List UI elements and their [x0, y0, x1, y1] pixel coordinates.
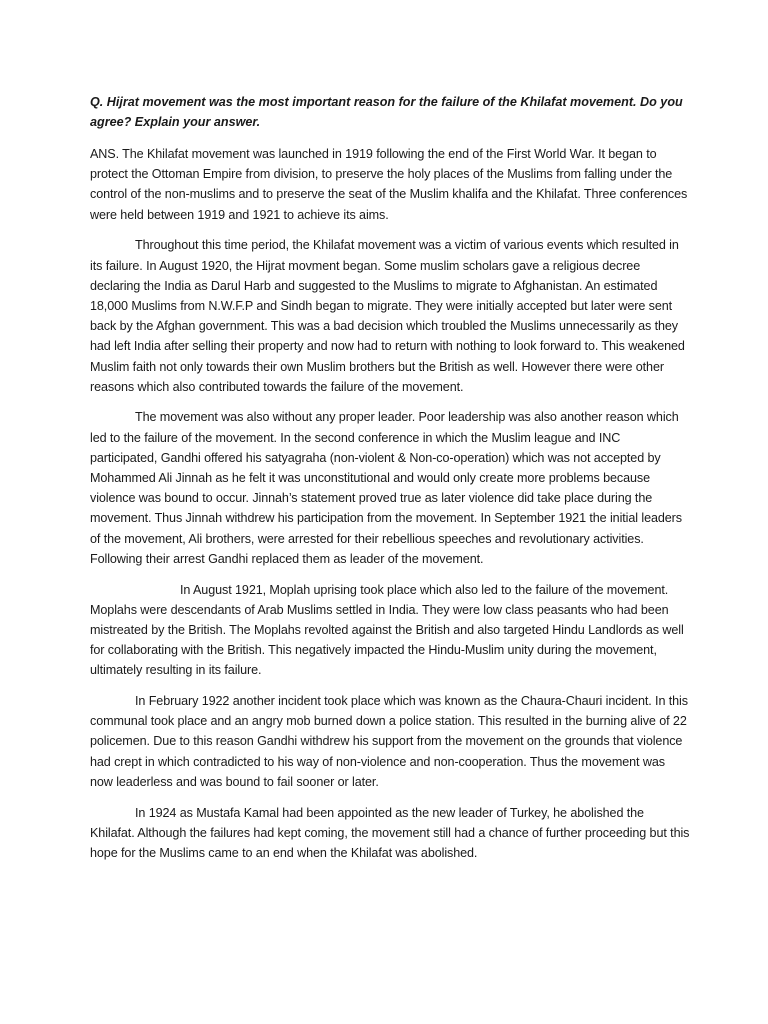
abolition-paragraph: In 1924 as Mustafa Kamal had been appointed as the new leader of Turkey, he abolished the Khilafat. Although the failures had kept coming, the movement still had a chance of further proceeding but this hope for the Muslims came to an end when the Khilafat was abolished.	[90, 805, 690, 860]
answer-intro-paragraph: ANS. The Khilafat movement was launched in 1919 following the end of the First World War. It began to protect the Ottoman Empire from division, to preserve the holy places of the Muslims from falling under the control of the non-muslims and to preserve the seat of the Muslim khalifa and the Khilafat. Three conferences were held between 1919 and 1921 to achieve its aims.	[90, 147, 688, 222]
leadership-paragraph: The movement was also without any proper leader. Poor leadership was also another reason which led to the failure of the movement. In the second conference in which the Muslim league and INC participated, Gandhi offered his satyagraha (non-violent & Non-co-operation) which was not accepted by Mohammed Ali Jinnah as he felt it was unconstitutional and would only create more problems because violence was bound to occur. Jinnah’s statement proved true as later violence did take place during the movement. Thus Jinnah withdrew his participation from the movement. In September 1921 the initial leaders of the movement, Ali brothers, were arrested for their rebellious speeches and revolutionary activities. Following their arrest Gandhi replaced them as leader of the movement.	[90, 410, 682, 566]
chaura-chauri-paragraph: In February 1922 another incident took place which was known as the Chaura-Chauri incident. In this communal took place and an angry mob burned down a police station. This resulted in the burning alive of 22 policemen. Due to this reason Gandhi withdrew his support from the movement on the grounds that violence had crept in which contradicted to his way of non-violence and non-cooperation. Thus the movement was now leaderless and was bound to fail sooner or later.	[90, 694, 688, 789]
moplah-paragraph: In August 1921, Moplah uprising took place which also led to the failure of the movement. Moplahs were descendants of Arab Muslims settled in India. They were low class peasants who had been mistreated by the British. The Moplahs revolted against the British and also targeted Hindu Landlords as well for collaborating with the British. This negatively impacted the Hindu-Muslim unity during the movement, ultimately resulting in its failure.	[90, 582, 684, 678]
document-page	[90, 92, 690, 874]
hijrat-paragraph: Throughout this time period, the Khilafat movement was a victim of various events which resulted in its failure. In August 1920, the Hijrat movment began. Some muslim scholars gave a religious decree declaring the India as Darul Harb and suggested to the Muslims to migrate to Afghanistan. An estimated 18,000 Muslims from N.W.F.P and Sindh began to migrate. They were initially accepted but later were sent back by the Afghan government. This was a bad decision which troubled the Muslims unnecessarily as they had left India after selling their property and now had to return with nothing to look forward to. This weakened Muslim faith not only towards their own Muslim brothers but the British as well. However there were other reasons which also contributed towards the failure of the movement.	[90, 238, 685, 394]
question-text: Q. Hijrat movement was the most important reason for the failure of the Khilafat movement. Do you agree? Explain your answer.	[90, 95, 683, 129]
